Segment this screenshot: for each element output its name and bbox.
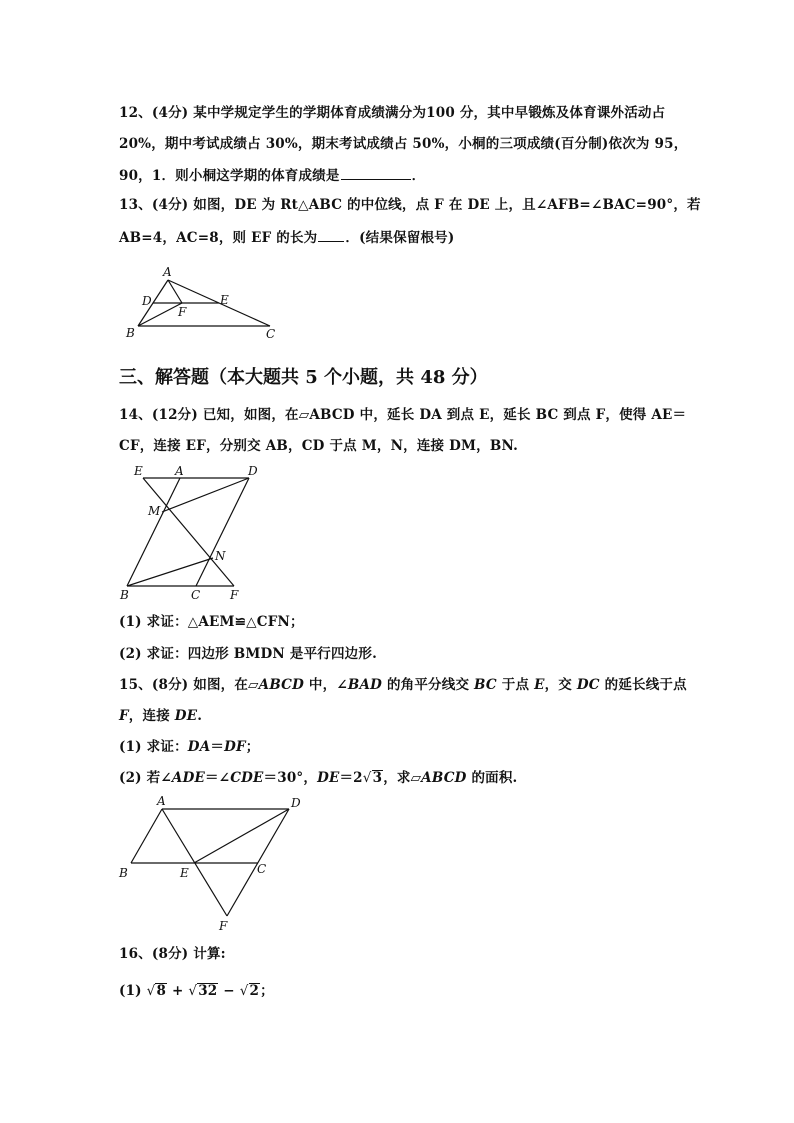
q15-l1-d: BAD xyxy=(347,677,383,693)
q15-p2-f: DE xyxy=(317,770,340,786)
q16-plus: + xyxy=(167,983,189,999)
q13-line-2 xyxy=(119,227,454,247)
q15-p2-i: ，求▱ xyxy=(383,770,422,786)
q15-p2-b: ADE xyxy=(171,770,205,786)
q16-sqrt-sign-1: √ xyxy=(146,983,156,999)
q16-title: 16、(8分) 计算: xyxy=(119,946,226,962)
q14-segment-cd xyxy=(196,478,249,586)
q14-line-1: 14、(12分) 已知，如图，在▱ABCD 中，延长 DA 到点 E，延长 BC 到点 F，使得 AE＝ xyxy=(119,407,687,423)
q12-line-1: 12、(4分) 某中学规定学生的学期体育成绩满分为100 分，其中早锻炼及体育课外活动占 xyxy=(119,105,666,121)
q12-line-3-text: 90，1．则小桐这学期的体育成绩是 xyxy=(119,168,340,184)
q15-p1-a: (1) 求证： xyxy=(119,739,188,755)
q14-label-f: F xyxy=(230,588,239,602)
q16-sqrt-sign-2: √ xyxy=(188,983,198,999)
q15-l2-b: ，连接 xyxy=(128,708,175,724)
q16-sqrt-sign-3: √ xyxy=(239,983,249,999)
q13-line-2-end: ．(结果保留根号) xyxy=(345,230,455,246)
q14-part-2: (2) 求证：四边形 BMDN 是平行四边形. xyxy=(119,646,377,662)
q15-l1-b: ABCD xyxy=(258,677,305,693)
q16-radicand-2: 32 xyxy=(198,983,218,999)
q15-l1-h: E xyxy=(534,677,545,693)
q15-p1-e: ； xyxy=(245,739,260,755)
q14-label-n: N xyxy=(215,549,226,563)
q14-segment-dm xyxy=(162,478,249,512)
q16-p1-label: (1) xyxy=(119,983,147,999)
q15-l1-j: DC xyxy=(576,677,600,693)
q14-label-d: D xyxy=(248,464,258,478)
q15-l2-c: DE xyxy=(174,708,198,724)
q15-p1-b: DA xyxy=(187,739,211,755)
q15-l1-f: BC xyxy=(474,677,497,693)
q13-label-c: C xyxy=(266,327,276,341)
q14-segment-bn xyxy=(127,558,213,586)
q12-line-3-end: ． xyxy=(411,168,426,184)
q15-sqrt-sign: √ xyxy=(362,770,372,786)
q15-l1-c: 中，∠ xyxy=(304,677,348,693)
q16-p1-end: ； xyxy=(260,983,274,999)
q13-label-e: E xyxy=(220,293,229,307)
q16-radicand-1: 8 xyxy=(156,983,167,999)
q14-part-1: (1) 求证：△AEM≌△CFN； xyxy=(119,614,304,630)
q13-triangle-figure xyxy=(120,262,290,344)
q12-answer-blank xyxy=(341,165,411,180)
q15-parallelogram-figure xyxy=(117,793,317,935)
q15-part-1 xyxy=(119,738,259,756)
q15-segment-de xyxy=(194,809,289,863)
q13-label-a: A xyxy=(163,265,172,279)
q15-p2-a: (2) 若∠ xyxy=(119,770,172,786)
q15-p2-e: ＝30°， xyxy=(263,770,318,786)
q14-label-m: M xyxy=(148,504,161,518)
q15-label-d: D xyxy=(291,796,301,810)
q15-p2-k: 的面积. xyxy=(466,770,518,786)
q14-parallelogram-figure xyxy=(118,462,268,606)
q15-l1-a: 15、(8分) 如图，在▱ xyxy=(119,677,259,693)
q15-l2-a: F xyxy=(119,708,129,724)
q16-minus: − xyxy=(218,983,240,999)
q16-part-1 xyxy=(119,982,274,1000)
q15-p1-c: ＝ xyxy=(210,739,225,755)
q15-label-f: F xyxy=(219,919,228,933)
q15-l1-k: 的延长线于点 xyxy=(599,677,687,693)
q15-p1-d: DF xyxy=(224,739,246,755)
section-3-title: 三、解答题（本大题共 5 个小题，共 48 分） xyxy=(119,367,488,388)
q13-label-f: F xyxy=(178,305,187,319)
q16-radicand-3: 2 xyxy=(249,983,260,999)
q13-label-b: B xyxy=(126,326,135,340)
q13-label-d: D xyxy=(142,294,152,308)
q12-line-2: 20%，期中考试成绩占 30%，期末考试成绩占 50%，小桐的三项成绩(百分制)依次为 95， xyxy=(119,136,688,152)
q14-label-b: B xyxy=(120,588,129,602)
q15-label-b: B xyxy=(119,866,128,880)
q14-label-a: A xyxy=(175,464,184,478)
q13-line-2-text: AB=4，AC=8，则 EF 的长为 xyxy=(119,230,318,246)
q15-sqrt-radicand: 3 xyxy=(372,770,383,786)
q15-label-e: E xyxy=(180,866,189,880)
q14-label-c: C xyxy=(191,588,201,602)
q15-l1-i: ，交 xyxy=(544,677,577,693)
q15-line-2 xyxy=(119,707,202,725)
q15-p2-d: CDE xyxy=(230,770,264,786)
q15-p2-j: ABCD xyxy=(421,770,467,786)
q15-l2-d: . xyxy=(197,708,203,724)
q15-l1-g: 于点 xyxy=(496,677,535,693)
q15-l1-e: 的角平分线交 xyxy=(382,677,475,693)
q13-line-1: 13、(4分) 如图，DE 为 Rt△ABC 的中位线，点 F 在 DE 上，且∠AFB=∠BAC=90°，若 xyxy=(119,197,701,213)
q14-segment-ef xyxy=(143,478,234,586)
q15-line-1 xyxy=(119,676,687,694)
q14-label-e: E xyxy=(134,464,143,478)
q15-p2-g: ＝2 xyxy=(339,770,363,786)
q15-label-a: A xyxy=(157,794,166,808)
q14-segment-ba xyxy=(127,478,180,586)
q14-line-2: CF，连接 EF，分别交 AB，CD 于点 M，N，连接 DM，BN. xyxy=(119,438,519,454)
q15-part-2 xyxy=(119,769,517,787)
q15-segment-ba xyxy=(131,809,162,863)
q15-p2-c: ＝∠ xyxy=(204,770,231,786)
q12-line-3 xyxy=(119,165,425,185)
q15-label-c: C xyxy=(257,862,267,876)
q13-answer-blank xyxy=(318,227,344,242)
